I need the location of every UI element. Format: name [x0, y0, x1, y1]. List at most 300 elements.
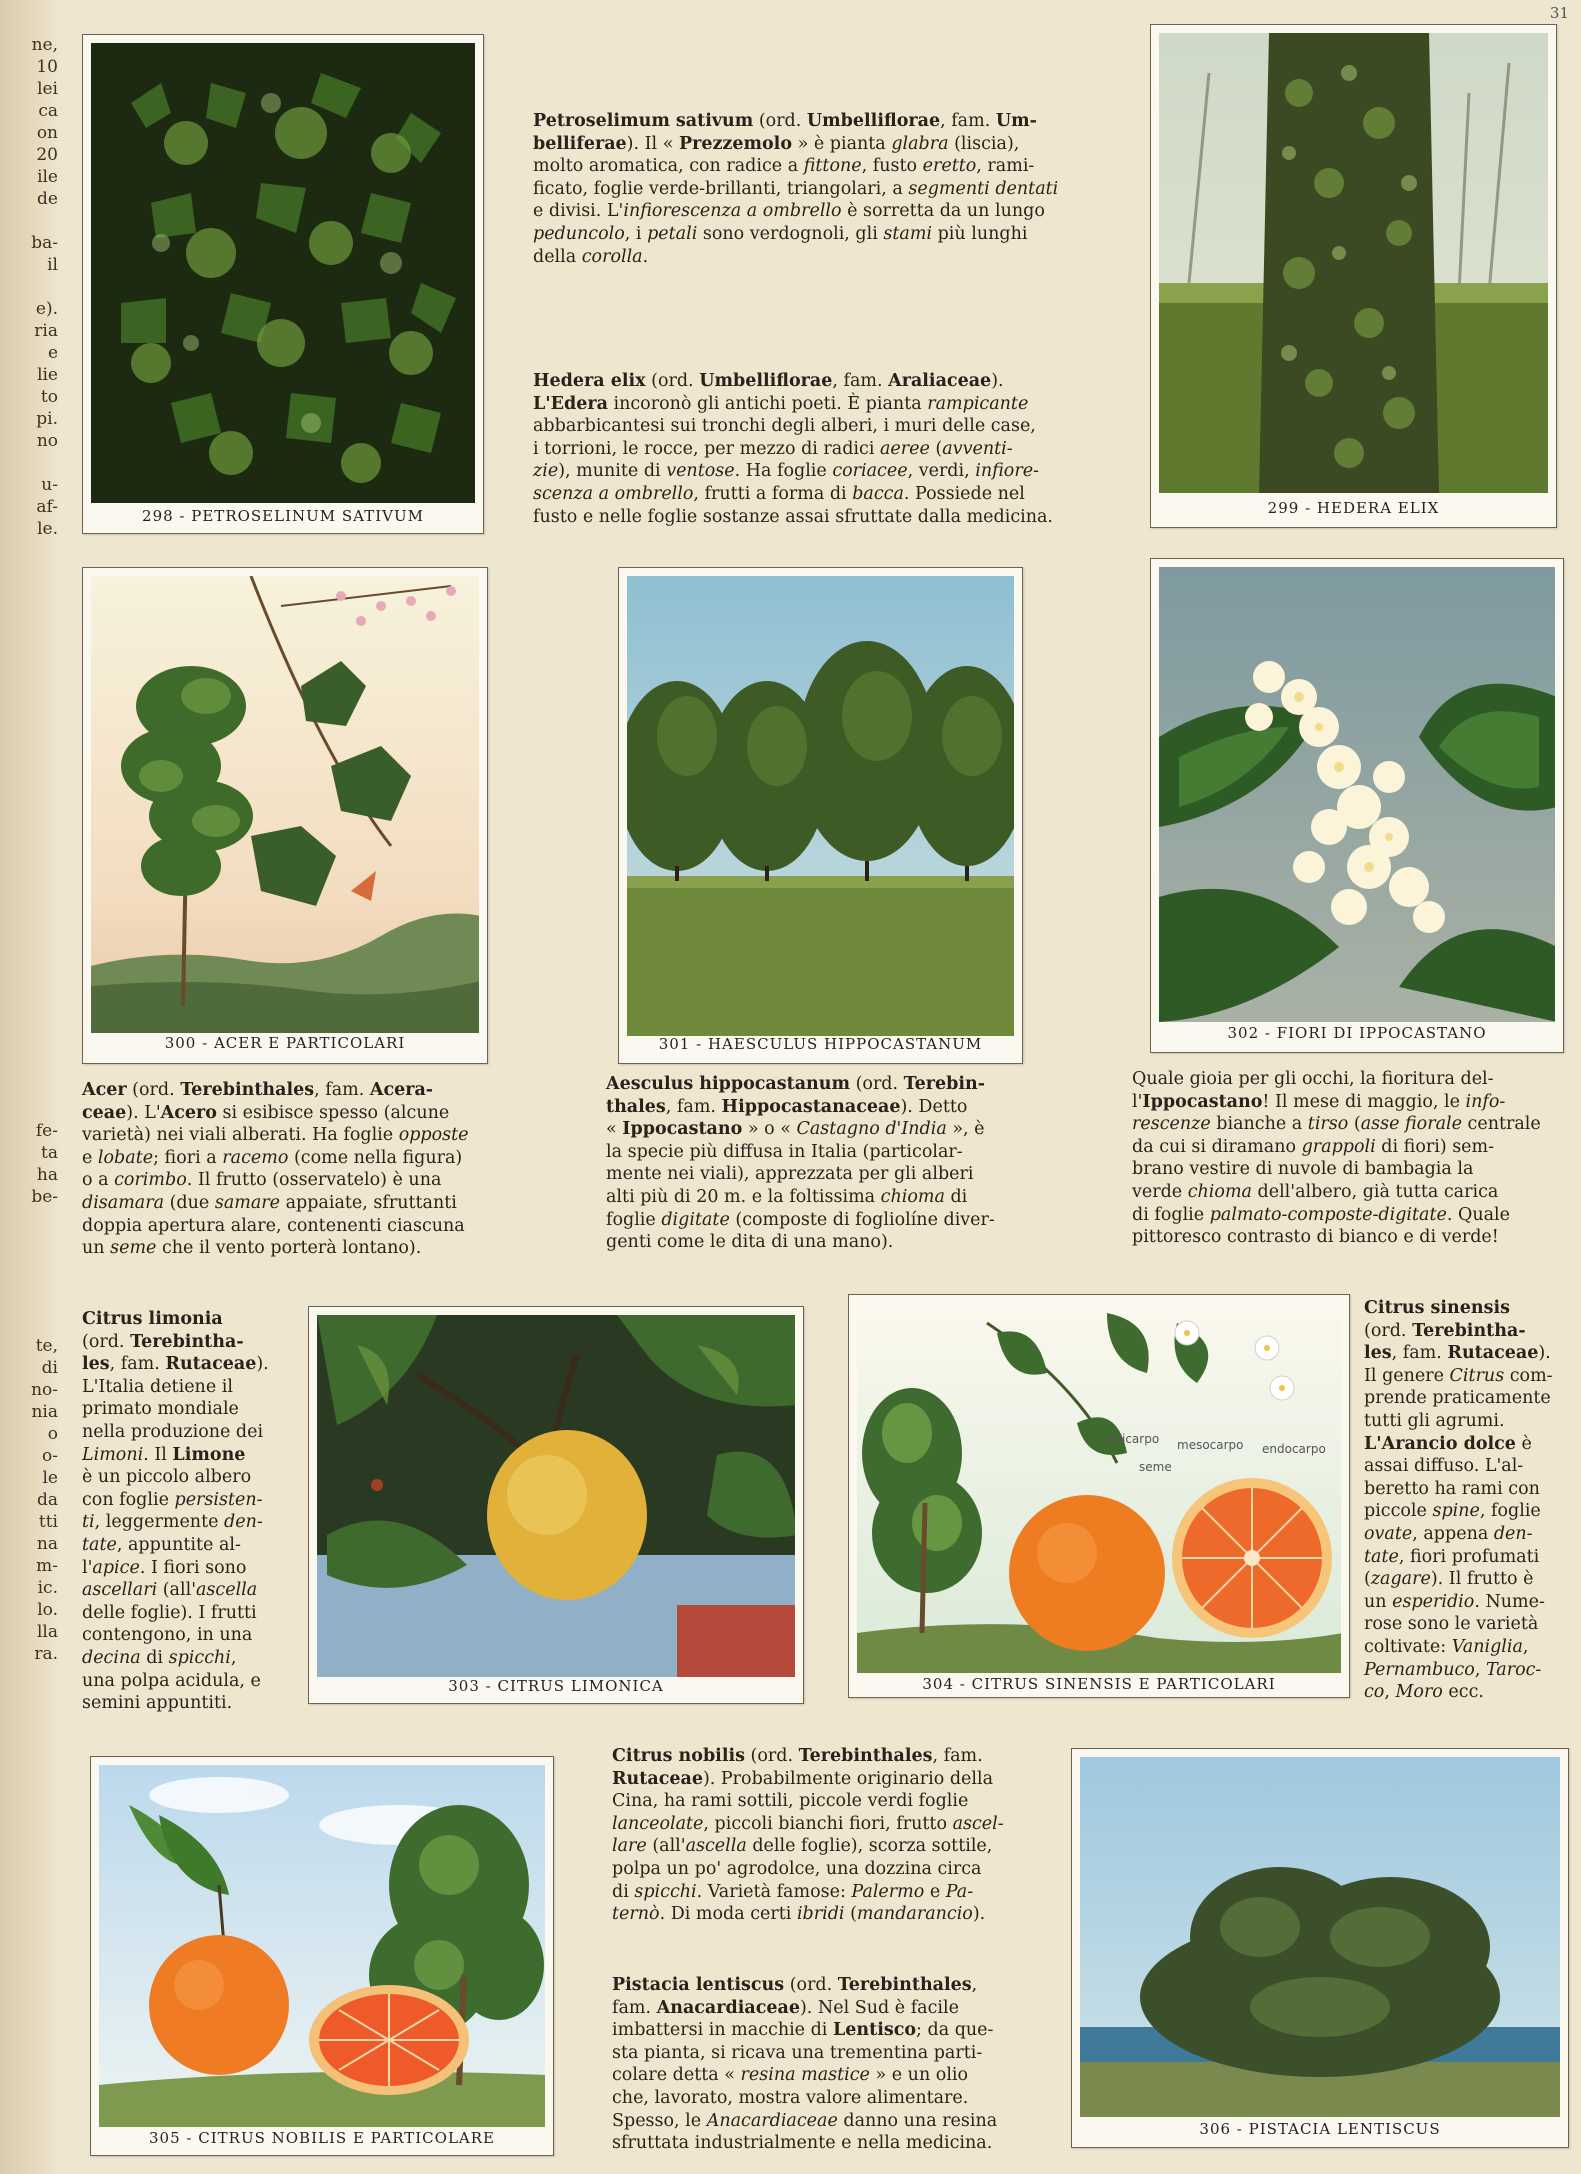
text-run: di	[612, 1881, 635, 1902]
italic-term: Palermo	[851, 1881, 925, 1902]
text-run: una polpa acidula, e	[82, 1670, 261, 1691]
text-run: (due	[164, 1192, 215, 1213]
text-line	[1364, 1297, 1568, 1320]
text-run: danno una resina	[837, 2110, 998, 2131]
text-line	[612, 2042, 1048, 2065]
text-line	[82, 1353, 292, 1376]
fragment-line: da	[36, 1490, 58, 1510]
italic-term: bacca	[852, 483, 904, 504]
italic-term: Moro	[1395, 1682, 1443, 1703]
text-run: ). Il frutto è	[1430, 1569, 1534, 1590]
text-line	[1132, 1181, 1564, 1204]
text-line	[533, 223, 1098, 246]
italic-term: coriacee	[832, 461, 908, 482]
text-run: . Varietà famose:	[696, 1881, 852, 1902]
text-run: un	[82, 1238, 111, 1259]
italic-term: apice	[92, 1557, 140, 1578]
italic-term: ibridi	[796, 1904, 845, 1925]
fragment-line: le	[42, 1468, 58, 1488]
italic-term: eretto	[922, 156, 977, 177]
bold-term: thales	[606, 1096, 666, 1117]
text-limonia	[82, 1308, 292, 1715]
bold-term: Hedera elix	[533, 371, 646, 391]
text-line	[1364, 1342, 1568, 1365]
text-line	[606, 1231, 1040, 1254]
bold-term: Prezzemolo	[678, 133, 793, 154]
text-line	[82, 1215, 515, 1238]
text-hedera	[533, 370, 1098, 528]
italic-term: disamara	[82, 1192, 165, 1213]
text-run: Quale gioia per gli occhi, la fioritura del-	[1132, 1069, 1494, 1089]
italic-term: spine	[1432, 1501, 1480, 1522]
italic-term: ti	[82, 1512, 95, 1533]
text-run: », è	[946, 1119, 985, 1140]
text-line	[612, 2110, 1048, 2133]
text-run: è un piccolo albero	[82, 1467, 252, 1488]
text-run: brano vestire di nuvole di bambagia la	[1132, 1159, 1474, 1180]
bold-term: L'Arancio dolce	[1364, 1433, 1516, 1454]
text-run: e	[924, 1881, 946, 1902]
italic-term: segmenti dentati	[908, 178, 1059, 199]
text-run: mente nei viali), apprezzata per gli alberi	[606, 1164, 974, 1185]
text-line	[82, 1331, 292, 1354]
fragment-line: e).	[35, 299, 58, 319]
text-run: di	[140, 1647, 169, 1668]
text-run: assai diffuso. L'al-	[1364, 1456, 1524, 1477]
text-line	[82, 1692, 292, 1715]
pistacia-photo	[1080, 1757, 1560, 2117]
text-line	[612, 2132, 1048, 2155]
text-run: è sorretta da un lungo	[841, 201, 1045, 222]
text-run: , rami-	[976, 156, 1035, 177]
fragment-line: be-	[31, 1187, 58, 1207]
fragment-line: 10	[36, 57, 58, 77]
italic-term: stami	[883, 223, 933, 244]
text-line	[1364, 1523, 1568, 1546]
text-run: (	[844, 1904, 857, 1925]
text-run: ), munite di	[558, 461, 667, 482]
bold-term: Terebintha-	[1412, 1320, 1526, 1341]
bold-term: Citrus limonia	[82, 1309, 223, 1329]
italic-term: Castagno d'India	[796, 1119, 947, 1140]
text-run: Spesso, le	[612, 2110, 707, 2131]
text-run: , fusto	[861, 156, 923, 177]
text-run: » è pianta	[792, 133, 892, 154]
text-nobilis	[612, 1745, 1048, 1926]
italic-term: spicchi	[168, 1647, 231, 1668]
bold-term: les	[82, 1354, 110, 1375]
text-run: primato mondiale	[82, 1399, 239, 1420]
text-run: . Ha foglie	[734, 461, 833, 482]
text-line	[1364, 1659, 1568, 1682]
label-mesocarpo: mesocarpo	[1177, 1438, 1244, 1452]
italic-term: co	[1364, 1682, 1385, 1703]
text-run: , appuntite al-	[116, 1534, 241, 1555]
text-run: incoronò gli antichi poeti. È pianta	[607, 393, 928, 414]
text-line	[1364, 1636, 1568, 1659]
text-run: , fam.	[665, 1096, 722, 1117]
bold-term: belliferae	[533, 133, 627, 154]
text-line	[612, 2064, 1048, 2087]
text-run: ). Probabilmente originario della	[702, 1768, 994, 1789]
text-line	[533, 110, 1098, 133]
previous-page-text-middle	[0, 1120, 58, 1208]
text-run: » o «	[742, 1119, 797, 1140]
text-line	[606, 1096, 1040, 1119]
fragment-line: ra.	[34, 1644, 58, 1664]
text-line	[1364, 1387, 1568, 1410]
bold-term: Terebin-	[903, 1074, 986, 1094]
text-run: Cina, ha rami sottili, piccole verdi foglie	[612, 1791, 969, 1812]
text-fiori	[1132, 1068, 1564, 1249]
text-run: ). Nel Sud è facile	[799, 1997, 959, 2018]
text-run: genti come le dita di una mano).	[606, 1232, 894, 1253]
text-run: doppia apertura alare, contenenti ciascuna	[82, 1215, 465, 1236]
text-line	[1132, 1136, 1564, 1159]
page-number: 31	[1549, 4, 1569, 22]
italic-term: Pernambuco	[1364, 1659, 1475, 1680]
text-line	[82, 1602, 292, 1625]
text-run: com-	[1504, 1365, 1553, 1386]
caption-306: 306 - PISTACIA LENTISCUS	[1199, 2120, 1441, 2138]
italic-term: asse fiorale	[1360, 1114, 1462, 1135]
bold-term: Hippocastanaceae	[721, 1096, 901, 1117]
text-run: . Nume-	[1474, 1591, 1545, 1612]
text-run: coltivate:	[1364, 1636, 1452, 1657]
bold-term: Petroselimum sativum	[533, 111, 754, 131]
text-line	[1364, 1320, 1568, 1343]
text-run: ). Detto	[900, 1096, 968, 1117]
card-299-hedera	[1150, 24, 1557, 528]
italic-term: lobate	[97, 1147, 154, 1168]
fragment-line	[0, 276, 58, 298]
bold-term: Araliaceae	[888, 371, 992, 391]
text-run: centrale	[1461, 1114, 1541, 1135]
text-run: che, lavorato, mostra valore alimentare.	[612, 2087, 969, 2108]
italic-term: tirso	[1307, 1114, 1349, 1135]
text-line	[606, 1073, 1040, 1096]
italic-term: lanceolate	[612, 1813, 704, 1834]
text-line	[82, 1624, 292, 1647]
text-line	[1132, 1226, 1564, 1249]
fragment-line: o-	[42, 1446, 58, 1466]
text-run: (ord.	[753, 111, 807, 131]
text-run: verde	[1132, 1181, 1188, 1202]
italic-term: scenza a ombrello	[533, 483, 694, 504]
italic-term: decina	[82, 1647, 141, 1668]
text-line	[82, 1124, 515, 1147]
text-line	[82, 1079, 515, 1102]
caption-305: 305 - CITRUS NOBILIS E PARTICOLARE	[149, 2129, 495, 2147]
italic-term: ascella	[685, 1836, 747, 1857]
text-run: ,	[1384, 1682, 1396, 1703]
text-line	[1132, 1158, 1564, 1181]
fragment-line: lie	[37, 365, 58, 385]
text-run: e divisi. L'	[533, 201, 624, 222]
bold-term: Um-	[995, 111, 1037, 131]
text-line	[533, 483, 1098, 506]
text-run: «	[606, 1119, 623, 1140]
text-line	[533, 393, 1098, 416]
text-line	[82, 1466, 292, 1489]
text-line	[82, 1489, 292, 1512]
fragment-line: no-	[31, 1380, 58, 1400]
fragment-line: m-	[36, 1556, 58, 1576]
text-line	[82, 1376, 292, 1399]
text-line	[533, 246, 1098, 269]
caption-304: 304 - CITRUS SINENSIS E PARTICOLARI	[922, 1675, 1276, 1693]
text-line	[533, 460, 1098, 483]
fragment-line: le.	[37, 519, 58, 539]
fragment-line: il	[47, 255, 58, 275]
aesculus-photo	[627, 576, 1014, 1036]
text-run: contengono, in una	[82, 1625, 253, 1646]
text-line	[612, 1974, 1048, 1997]
fragment-line: de	[37, 189, 58, 209]
text-line	[1132, 1204, 1564, 1227]
text-run: (liscia),	[948, 133, 1020, 154]
italic-term: digitate	[661, 1209, 730, 1230]
italic-term: rampicante	[927, 393, 1029, 414]
italic-term: ovate	[1364, 1523, 1413, 1544]
text-run: dell'albero, già tutta carica	[1251, 1181, 1499, 1202]
bold-term: Terebinthales	[180, 1080, 315, 1100]
text-line	[606, 1141, 1040, 1164]
text-run: ).	[256, 1354, 269, 1375]
text-run: , appena	[1412, 1523, 1494, 1544]
italic-term: ascella	[196, 1580, 258, 1601]
text-line	[612, 1835, 1048, 1858]
text-run: (	[1364, 1569, 1371, 1590]
text-run: imbattersi in macchie di	[612, 2020, 833, 2041]
label-seme: seme	[1139, 1460, 1172, 1474]
italic-term: info-	[1465, 1091, 1506, 1112]
text-line	[82, 1237, 515, 1260]
caption-301: 301 - HAESCULUS HIPPOCASTANUM	[658, 1035, 983, 1053]
text-line	[82, 1557, 292, 1580]
text-run: L'Italia detiene il	[82, 1376, 233, 1397]
text-acer	[82, 1079, 515, 1260]
italic-term: racemo	[222, 1147, 289, 1168]
bold-term: Aesculus hippocastanum	[606, 1074, 851, 1094]
text-run: ).	[1538, 1343, 1551, 1364]
text-line	[1132, 1091, 1564, 1114]
text-line	[1132, 1068, 1564, 1091]
text-line	[606, 1118, 1040, 1141]
italic-term: esperidio	[1392, 1591, 1475, 1612]
bold-term: Ippocastano	[1142, 1091, 1263, 1112]
italic-term: ascel-	[952, 1813, 1004, 1834]
italic-term: tate	[1364, 1546, 1399, 1567]
fragment-line: ca	[38, 101, 58, 121]
card-303-limonica	[308, 1306, 804, 1704]
text-run: ). Il «	[626, 133, 679, 154]
italic-term: chioma	[1187, 1181, 1252, 1202]
text-line	[82, 1147, 515, 1170]
text-aesculus	[606, 1073, 1040, 1254]
fiori-ippocastano-photo	[1159, 567, 1555, 1022]
text-run: si esibisce spesso (alcune	[216, 1102, 450, 1123]
text-run: , frutti a forma di	[693, 483, 853, 504]
text-run: che il vento porterà lontano).	[156, 1238, 422, 1259]
text-line	[1364, 1500, 1568, 1523]
card-298-petroselinum	[82, 34, 484, 534]
text-petroselinum	[533, 110, 1098, 268]
text-line	[533, 155, 1098, 178]
text-line	[82, 1511, 292, 1534]
italic-term: samare	[214, 1192, 281, 1213]
caption-302: 302 - FIORI DI IPPOCASTANO	[1227, 1024, 1487, 1042]
text-line	[1364, 1365, 1568, 1388]
text-run: e	[82, 1147, 98, 1168]
text-line	[612, 1813, 1048, 1836]
text-line	[612, 1903, 1048, 1926]
text-run: (ord.	[850, 1074, 904, 1094]
text-run: ).	[972, 1904, 986, 1925]
text-run: , fam.	[109, 1354, 166, 1375]
text-line	[82, 1647, 292, 1670]
text-run: la specie più diffusa in Italia (particolar-	[606, 1141, 963, 1162]
text-run: sfruttata industrialmente e nella medicina.	[612, 2133, 993, 2154]
bold-term: Acer	[82, 1080, 127, 1100]
previous-page-text-top	[0, 34, 58, 540]
card-304-sinensis	[848, 1294, 1350, 1698]
text-run: appaiate, sfruttanti	[280, 1192, 457, 1213]
italic-term: ternò	[612, 1904, 660, 1925]
fragment-line: fe-	[35, 1121, 58, 1141]
text-line	[82, 1192, 515, 1215]
text-run: i torrioni, le rocce, per mezzo di radici	[533, 438, 880, 459]
text-line	[612, 1997, 1048, 2020]
text-run: semini appuntiti.	[82, 1693, 233, 1714]
text-run: abbarbicantesi sui tronchi degli alberi, i muri delle case,	[533, 416, 1036, 437]
text-run: foglie	[606, 1209, 662, 1230]
fragment-line: lei	[37, 79, 58, 99]
text-run: varietà) nei viali alberati. Ha foglie	[82, 1125, 399, 1146]
italic-term: Taroc-	[1485, 1659, 1542, 1680]
bold-term: Citrus sinensis	[1364, 1298, 1510, 1318]
text-run: (	[1348, 1114, 1361, 1135]
bold-term: Rutaceae	[1447, 1343, 1539, 1364]
bold-term: Acera-	[369, 1080, 434, 1100]
fragment-line: no	[36, 431, 58, 451]
text-run: ). L'	[126, 1102, 161, 1123]
fragment-line	[0, 452, 58, 474]
text-line	[82, 1169, 515, 1192]
text-run: tutti gli agrumi.	[1364, 1410, 1505, 1431]
italic-term: infiore-	[975, 461, 1039, 482]
fragment-line: ria	[34, 321, 58, 341]
fragment-line: ba-	[31, 233, 58, 253]
text-line	[612, 2087, 1048, 2110]
text-run: , foglie	[1479, 1501, 1541, 1522]
fragment-line: ile	[37, 167, 58, 187]
italic-term: ventose	[666, 461, 735, 482]
text-run: sta pianta, si ricava una trementina parti-	[612, 2042, 983, 2063]
text-run: piccole	[1364, 1501, 1433, 1522]
text-line	[82, 1102, 515, 1125]
text-line	[533, 370, 1098, 393]
sinensis-illustration	[857, 1303, 1341, 1673]
text-line	[1364, 1433, 1568, 1456]
fragment-line: ne,	[31, 35, 58, 55]
text-run: ; da que-	[916, 2020, 994, 2041]
text-line	[82, 1579, 292, 1602]
italic-term: aeree	[879, 438, 930, 459]
bold-term: Terebinthales	[798, 1746, 933, 1766]
text-line	[612, 2019, 1048, 2042]
text-line	[82, 1534, 292, 1557]
fragment-line: tti	[38, 1512, 58, 1532]
text-run: (ord.	[82, 1331, 131, 1352]
italic-term: rescenze	[1132, 1114, 1211, 1135]
limonica-photo	[317, 1315, 795, 1677]
fragment-line: pi.	[36, 409, 58, 429]
text-pistacia	[612, 1974, 1048, 2155]
italic-term: lare	[612, 1836, 647, 1857]
bold-term: Pistacia lentiscus	[612, 1975, 785, 1995]
fragment-line: o	[47, 1424, 58, 1444]
fragment-line: nia	[31, 1402, 58, 1422]
italic-term: tate	[82, 1534, 117, 1555]
text-line	[1132, 1113, 1564, 1136]
caption-299: 299 - HEDERA ELIX	[1267, 499, 1440, 517]
text-run: prende praticamente	[1364, 1388, 1551, 1409]
card-301-aesculus	[618, 567, 1023, 1064]
italic-term: persisten-	[174, 1489, 263, 1510]
text-line	[533, 415, 1098, 438]
fragment-line: ha	[36, 1165, 58, 1185]
text-run: beretto ha rami con	[1364, 1478, 1540, 1499]
italic-term: peduncolo	[533, 223, 625, 244]
italic-term: ascellari	[82, 1580, 158, 1601]
text-run: di foglie	[1132, 1204, 1210, 1225]
text-run: l'	[82, 1557, 93, 1578]
text-line	[606, 1186, 1040, 1209]
caption-298: 298 - PETROSELINUM SATIVUM	[142, 507, 424, 525]
italic-term: zagare	[1370, 1569, 1431, 1590]
text-run: ,	[971, 1975, 978, 1995]
text-run: ! Il mese di maggio, le	[1262, 1091, 1466, 1112]
italic-term: spicchi	[634, 1881, 697, 1902]
bold-term: ceae	[82, 1102, 127, 1123]
italic-term: glabra	[891, 133, 949, 154]
text-run: ).	[991, 371, 1004, 391]
text-run: , fam.	[832, 371, 889, 391]
italic-term: corolla	[581, 246, 643, 267]
bold-term: Umbelliflorae	[699, 371, 833, 391]
fragment-line: te,	[35, 1336, 58, 1356]
bold-term: Rutaceae	[612, 1768, 703, 1789]
text-run: » e un olio	[869, 2065, 969, 2086]
text-line	[612, 1881, 1048, 1904]
text-run: (ord.	[744, 1746, 799, 1766]
italic-term: palmato-composte-digitate	[1209, 1204, 1447, 1225]
text-run: . Di moda certi	[659, 1904, 797, 1925]
italic-term: resina mastice	[740, 2065, 870, 2086]
text-line	[1364, 1478, 1568, 1501]
text-run: delle foglie). I frutti	[82, 1602, 257, 1623]
text-line	[612, 1858, 1048, 1881]
text-run: . I fiori sono	[139, 1557, 247, 1578]
card-300-acer	[82, 567, 488, 1064]
text-line	[82, 1421, 292, 1444]
bold-term: Terebintha-	[130, 1331, 244, 1352]
text-run: fusto e nelle foglie sostanze assai sfruttate dalla medicina.	[533, 506, 1053, 527]
fragment-line: e	[47, 343, 58, 363]
fragment-line: 20	[36, 145, 58, 165]
text-line	[82, 1308, 292, 1331]
